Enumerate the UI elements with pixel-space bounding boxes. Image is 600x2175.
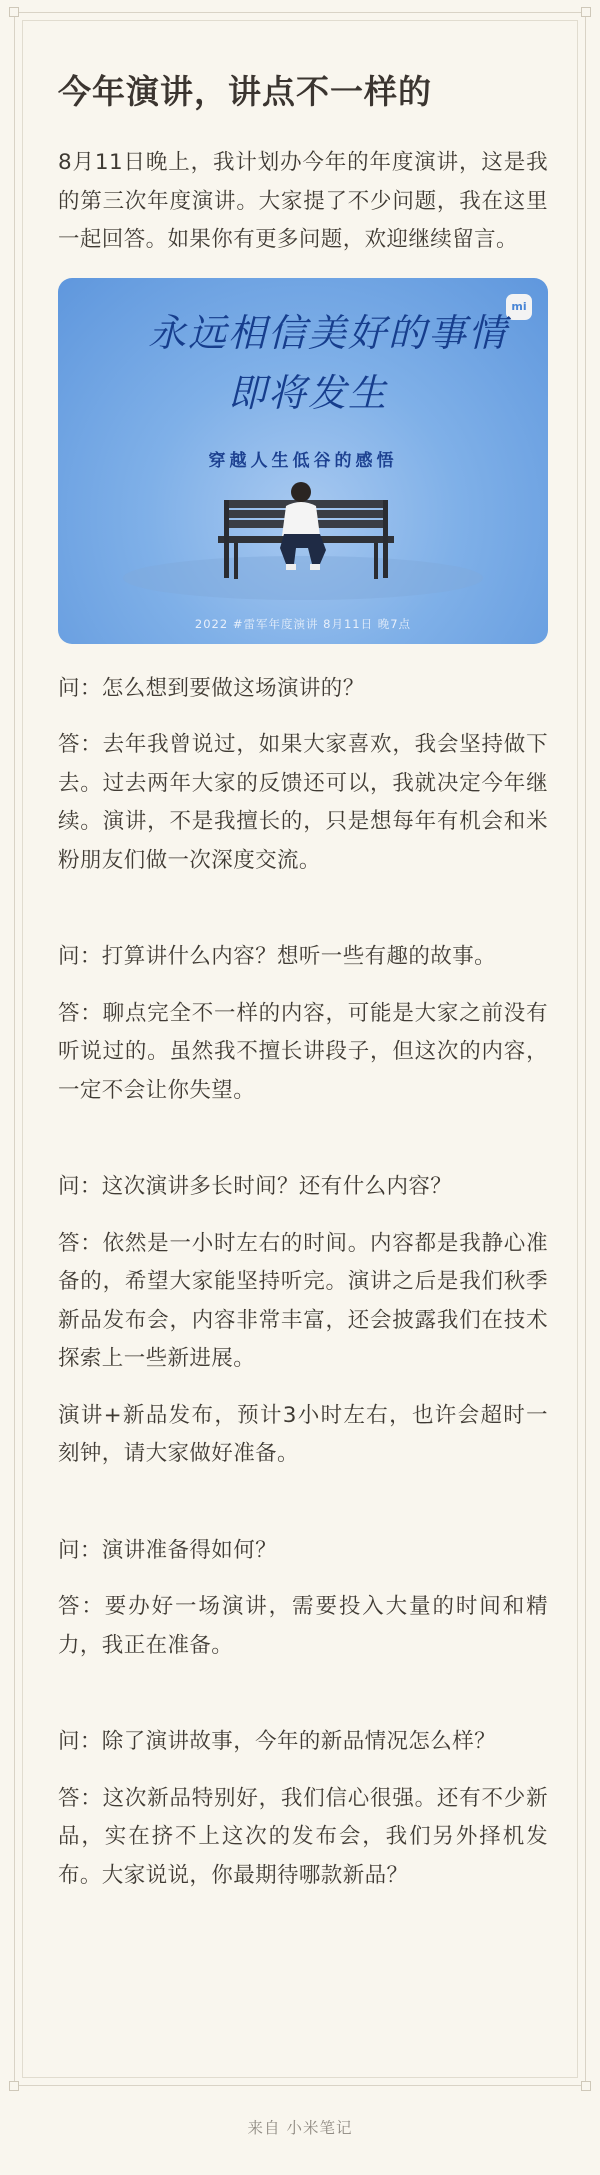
note-content [58,70,548,1913]
poster-subtitle: 穿越人生低谷的感悟 [208,450,398,471]
poster-footer: 2022 #雷军年度演讲 8月11日 晚7点 [194,616,412,631]
question: 问：怎么想到要做这场演讲的？ [58,675,365,701]
question: 问：打算讲什么内容？想听一些有趣的故事。 [58,944,497,969]
question: 问：这次演讲多长时间？还有什么内容？ [58,1174,453,1199]
frame-corner [581,7,591,17]
poster-headline-line2: 即将发生 [228,370,389,415]
answer: 演讲+新品发布，预计3小时左右，也许会超时一刻钟，请大家做好准备。 [58,1402,548,1466]
frame-corner [581,2081,591,2091]
answer: 答：这次新品特别好，我们信心很强。还有不少新品，实在挤不上这次的发布会，我们另外择机发布。大家说说，你最期待哪款新品？ [58,1785,548,1888]
answer: 答：聊点完全不一样的内容，可能是大家之前没有听说过的。虽然我不擅长讲段子，但这次的内容，一定不会让你失望。 [58,1000,548,1103]
answer: 答：去年我曾说过，如果大家喜欢，我会坚持做下去。过去两年大家的反馈还可以，我就决定今年继续。演讲，不是我擅长的，只是想每年有机会和米粉朋友们做一次深度交流。 [58,732,548,873]
question: 问：除了演讲故事，今年的新品情况怎么样？ [58,1729,497,1754]
answer: 答：要办好一场演讲，需要投入大量的时间和精力，我正在准备。 [58,1594,548,1658]
bench-illustration [58,278,548,644]
page-title: 今年演讲，讲点不一样的 [58,72,432,111]
qa-section [58,670,548,1896]
answer: 答：依然是一小时左右的时间。内容都是我静心准备的，希望大家能坚持听完。演讲之后是我们秋季新品发布会，内容非常丰富，还会披露我们在技术探索上一些新进展。 [58,1230,548,1371]
frame-corner [9,7,19,17]
source-footer: 来自 小米笔记 [247,2119,353,2137]
event-poster-image [58,278,548,644]
poster-headline-line1: 永远相信美好的事情 [148,310,509,355]
mi-logo: mi [506,294,532,320]
intro-paragraph: 8月11日晚上，我计划办今年的年度演讲，这是我的第三次年度演讲。大家提了不少问题，我在这里一起回答。如果你有更多问题，欢迎继续留言。 [58,150,548,252]
question: 问：演讲准备得如何？ [58,1537,278,1563]
frame-corner [9,2081,19,2091]
